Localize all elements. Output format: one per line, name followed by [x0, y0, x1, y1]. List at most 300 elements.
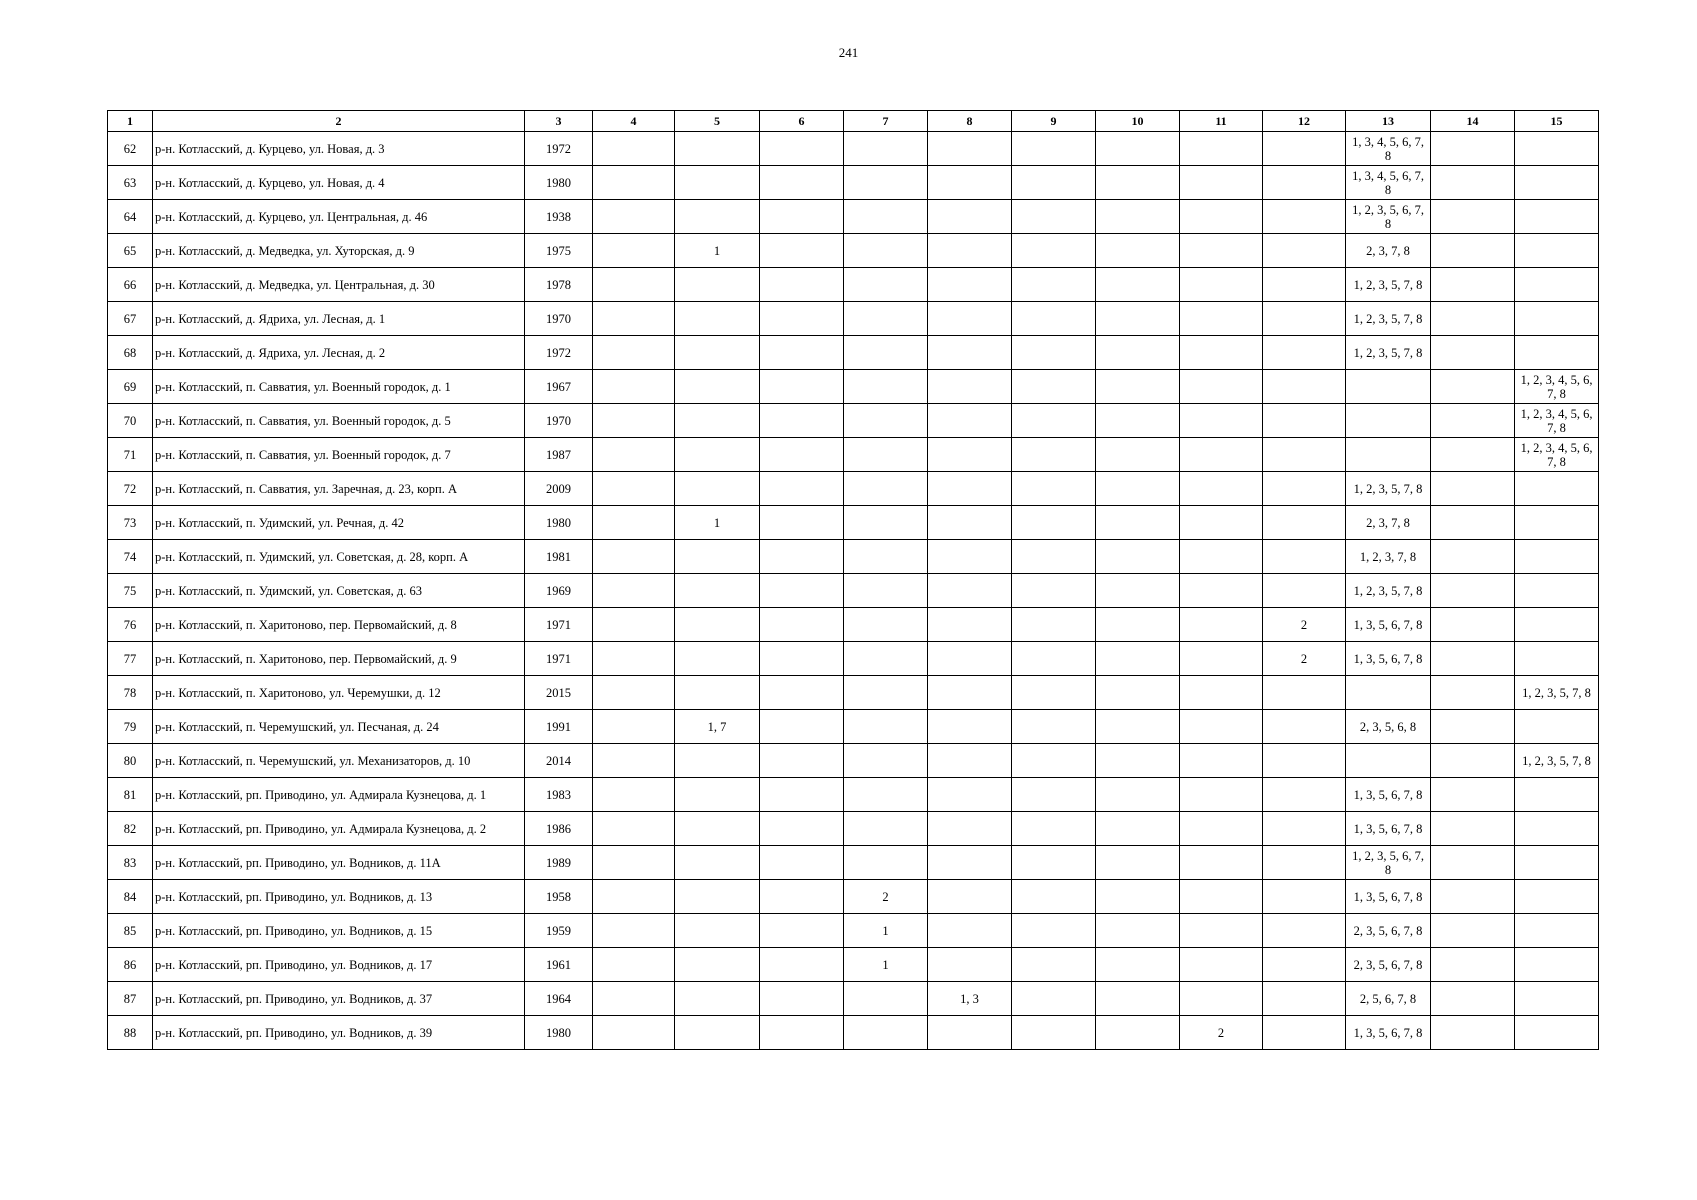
table-cell: [1096, 540, 1180, 574]
table-cell: [1263, 234, 1346, 268]
table-cell: [593, 506, 675, 540]
column-header-12: 12: [1263, 111, 1346, 132]
table-row: [108, 812, 1599, 846]
table-cell: [1431, 676, 1515, 710]
table-row: [108, 914, 1599, 948]
table-cell: [1012, 710, 1096, 744]
table-row: [108, 948, 1599, 982]
table-cell: [1180, 506, 1263, 540]
table-cell: [1096, 744, 1180, 778]
table-cell: [1096, 812, 1180, 846]
table-cell: 1, 3, 4, 5, 6, 7, 8: [1346, 132, 1431, 166]
column-header-10: 10: [1096, 111, 1180, 132]
table-cell: [844, 710, 928, 744]
table-cell: [760, 880, 844, 914]
table-cell: [928, 336, 1012, 370]
table-cell: [1346, 438, 1431, 472]
table-cell: [593, 166, 675, 200]
table-cell: [1012, 370, 1096, 404]
table-cell: 1, 2, 3, 5, 7, 8: [1515, 744, 1599, 778]
table-cell: [1096, 472, 1180, 506]
table-cell: [1180, 268, 1263, 302]
table-cell: [675, 982, 760, 1016]
table-row: [108, 676, 1599, 710]
table-cell: 1, 2, 3, 4, 5, 6, 7, 8: [1515, 370, 1599, 404]
table-cell: [844, 506, 928, 540]
table-cell: 1: [844, 948, 928, 982]
table-cell: 1, 2, 3, 5, 7, 8: [1515, 676, 1599, 710]
table-cell: 1, 3, 4, 5, 6, 7, 8: [1346, 166, 1431, 200]
table-row: [108, 574, 1599, 608]
table-cell: [675, 642, 760, 676]
table-cell: [1096, 914, 1180, 948]
address-cell: р-н. Котласский, п. Савватия, ул. Заречная, д. 23, корп. А: [153, 472, 525, 506]
table-cell: [1012, 472, 1096, 506]
table-cell: [1263, 438, 1346, 472]
table-cell: [1431, 234, 1515, 268]
year-cell: 1967: [525, 370, 593, 404]
table-cell: 1, 3, 5, 6, 7, 8: [1346, 642, 1431, 676]
table-cell: [1012, 812, 1096, 846]
table-cell: [1263, 132, 1346, 166]
table-cell: [1012, 302, 1096, 336]
table-cell: [760, 710, 844, 744]
table-cell: [1431, 438, 1515, 472]
year-cell: 1964: [525, 982, 593, 1016]
table-cell: [1180, 778, 1263, 812]
table-cell: [675, 1016, 760, 1050]
table-cell: [760, 472, 844, 506]
table-cell: 2: [1263, 608, 1346, 642]
table-cell: [844, 676, 928, 710]
table-cell: [844, 846, 928, 880]
table-cell: [1431, 642, 1515, 676]
table-cell: [844, 166, 928, 200]
address-cell: р-н. Котласский, рп. Приводино, ул. Водников, д. 15: [153, 914, 525, 948]
table-cell: [1431, 880, 1515, 914]
table-row: [108, 132, 1599, 166]
table-cell: [1096, 574, 1180, 608]
table-cell: [928, 234, 1012, 268]
table-cell: [1180, 438, 1263, 472]
table-cell: [675, 880, 760, 914]
row-number-cell: 83: [108, 846, 153, 880]
table-cell: [1431, 778, 1515, 812]
table-cell: [1180, 200, 1263, 234]
table-cell: [1515, 506, 1599, 540]
table-cell: [1180, 642, 1263, 676]
table-cell: 1, 3, 5, 6, 7, 8: [1346, 778, 1431, 812]
year-cell: 1978: [525, 268, 593, 302]
address-cell: р-н. Котласский, д. Ядриха, ул. Лесная, д. 1: [153, 302, 525, 336]
year-cell: 1972: [525, 336, 593, 370]
table-row: [108, 880, 1599, 914]
table-cell: [1096, 200, 1180, 234]
table-cell: [1012, 574, 1096, 608]
table-cell: [760, 132, 844, 166]
row-number-cell: 69: [108, 370, 153, 404]
table-cell: [760, 166, 844, 200]
table-cell: [675, 540, 760, 574]
table-cell: 1, 3, 5, 6, 7, 8: [1346, 880, 1431, 914]
year-cell: 2014: [525, 744, 593, 778]
table-cell: [1515, 812, 1599, 846]
table-cell: [675, 608, 760, 642]
address-cell: р-н. Котласский, д. Курцево, ул. Новая, д. 3: [153, 132, 525, 166]
table-cell: 1, 2, 3, 4, 5, 6, 7, 8: [1515, 438, 1599, 472]
table-cell: [1515, 268, 1599, 302]
table-cell: [1515, 948, 1599, 982]
table-cell: [1096, 336, 1180, 370]
table-cell: [593, 982, 675, 1016]
table-cell: [928, 880, 1012, 914]
table-cell: [1431, 710, 1515, 744]
table-cell: [675, 268, 760, 302]
table-cell: [1263, 268, 1346, 302]
table-row: [108, 744, 1599, 778]
year-cell: 1980: [525, 166, 593, 200]
table-cell: [1180, 744, 1263, 778]
table-cell: 1, 2, 3, 5, 7, 8: [1346, 336, 1431, 370]
table-cell: [760, 642, 844, 676]
table-cell: [844, 1016, 928, 1050]
table-cell: [1012, 1016, 1096, 1050]
column-header-9: 9: [1012, 111, 1096, 132]
table-cell: [928, 846, 1012, 880]
table-row: [108, 166, 1599, 200]
table-cell: 1: [844, 914, 928, 948]
table-cell: [1180, 540, 1263, 574]
table-cell: [1180, 982, 1263, 1016]
table-cell: [1431, 132, 1515, 166]
table-cell: [1515, 200, 1599, 234]
table-cell: [593, 370, 675, 404]
table-cell: [593, 234, 675, 268]
table-cell: [928, 710, 1012, 744]
table-cell: [675, 200, 760, 234]
row-number-cell: 75: [108, 574, 153, 608]
table-cell: 1: [675, 234, 760, 268]
table-cell: [1012, 438, 1096, 472]
table-cell: [1012, 166, 1096, 200]
table-cell: [760, 914, 844, 948]
address-cell: р-н. Котласский, п. Удимский, ул. Советская, д. 63: [153, 574, 525, 608]
table-cell: 1, 3: [928, 982, 1012, 1016]
table-cell: [844, 200, 928, 234]
address-cell: р-н. Котласский, рп. Приводино, ул. Водников, д. 39: [153, 1016, 525, 1050]
table-cell: [593, 778, 675, 812]
table-cell: [593, 472, 675, 506]
table-cell: [675, 166, 760, 200]
table-cell: [593, 948, 675, 982]
table-row: [108, 370, 1599, 404]
column-header-5: 5: [675, 111, 760, 132]
table-cell: [675, 438, 760, 472]
table-cell: [1346, 404, 1431, 438]
row-number-cell: 78: [108, 676, 153, 710]
table-cell: [928, 166, 1012, 200]
table-cell: [844, 982, 928, 1016]
year-cell: 1938: [525, 200, 593, 234]
table-cell: [593, 268, 675, 302]
table-cell: [760, 846, 844, 880]
table-cell: [1431, 1016, 1515, 1050]
table-cell: [844, 438, 928, 472]
table-cell: [1012, 846, 1096, 880]
table-cell: [593, 846, 675, 880]
row-number-cell: 67: [108, 302, 153, 336]
table-cell: [760, 574, 844, 608]
table-cell: [593, 676, 675, 710]
table-cell: [1515, 982, 1599, 1016]
table-cell: [1263, 166, 1346, 200]
table-row: [108, 336, 1599, 370]
row-number-cell: 71: [108, 438, 153, 472]
table-cell: [1012, 642, 1096, 676]
year-cell: 1961: [525, 948, 593, 982]
table-cell: [1012, 744, 1096, 778]
table-cell: [1431, 268, 1515, 302]
table-cell: [1431, 472, 1515, 506]
table-cell: [1012, 200, 1096, 234]
table-cell: [1263, 778, 1346, 812]
table-cell: [1515, 778, 1599, 812]
table-cell: [1096, 268, 1180, 302]
table-row: [108, 1016, 1599, 1050]
table-cell: 1, 2, 3, 4, 5, 6, 7, 8: [1515, 404, 1599, 438]
table-cell: [928, 642, 1012, 676]
address-cell: р-н. Котласский, д. Медведка, ул. Хуторская, д. 9: [153, 234, 525, 268]
table-cell: [928, 948, 1012, 982]
year-cell: 1971: [525, 642, 593, 676]
table-cell: [844, 302, 928, 336]
table-cell: [928, 200, 1012, 234]
table-cell: [593, 812, 675, 846]
table-row: [108, 404, 1599, 438]
table-cell: 2, 3, 7, 8: [1346, 506, 1431, 540]
table-cell: [1012, 880, 1096, 914]
table-cell: [1431, 336, 1515, 370]
table-cell: [1012, 914, 1096, 948]
year-cell: 1970: [525, 302, 593, 336]
row-number-cell: 76: [108, 608, 153, 642]
page-number: 241: [838, 45, 859, 60]
table-cell: [1515, 336, 1599, 370]
table-cell: [1180, 880, 1263, 914]
table-cell: [1346, 676, 1431, 710]
table-cell: [675, 846, 760, 880]
table-cell: [1263, 574, 1346, 608]
table-cell: [1515, 234, 1599, 268]
table-cell: [844, 540, 928, 574]
address-cell: р-н. Котласский, п. Черемушский, ул. Механизаторов, д. 10: [153, 744, 525, 778]
table-cell: [1515, 710, 1599, 744]
table-cell: [593, 336, 675, 370]
table-cell: [1263, 540, 1346, 574]
table-cell: [928, 404, 1012, 438]
table-cell: [1515, 302, 1599, 336]
table-cell: [928, 778, 1012, 812]
table-cell: [1180, 336, 1263, 370]
table-cell: [928, 438, 1012, 472]
table-cell: 1, 2, 3, 5, 7, 8: [1346, 302, 1431, 336]
table-cell: [1515, 608, 1599, 642]
table-cell: [1012, 676, 1096, 710]
table-cell: [760, 506, 844, 540]
table-cell: 1, 2, 3, 5, 7, 8: [1346, 472, 1431, 506]
table-cell: [1096, 880, 1180, 914]
table-cell: [1263, 880, 1346, 914]
table-cell: [1515, 642, 1599, 676]
table-cell: [1180, 166, 1263, 200]
table-row: [108, 268, 1599, 302]
table-cell: [1515, 132, 1599, 166]
registry-table: [107, 110, 1599, 1050]
table-cell: [593, 404, 675, 438]
row-number-cell: 65: [108, 234, 153, 268]
table-cell: [1096, 506, 1180, 540]
table-cell: [593, 200, 675, 234]
year-cell: 1980: [525, 506, 593, 540]
table-cell: [844, 472, 928, 506]
table-cell: [1263, 506, 1346, 540]
table-cell: [1263, 914, 1346, 948]
table-cell: [928, 744, 1012, 778]
table-cell: [1431, 982, 1515, 1016]
table-cell: [1096, 438, 1180, 472]
address-cell: р-н. Котласский, п. Харитоново, пер. Первомайский, д. 8: [153, 608, 525, 642]
column-header-6: 6: [760, 111, 844, 132]
table-cell: [1431, 812, 1515, 846]
year-cell: 1980: [525, 1016, 593, 1050]
table-cell: [1431, 404, 1515, 438]
table-cell: [593, 438, 675, 472]
table-cell: [1431, 948, 1515, 982]
table-cell: [1012, 506, 1096, 540]
table-cell: [1012, 948, 1096, 982]
table-cell: [1180, 846, 1263, 880]
table-cell: [675, 302, 760, 336]
table-cell: [1431, 608, 1515, 642]
year-cell: 1969: [525, 574, 593, 608]
row-number-cell: 79: [108, 710, 153, 744]
table-row: [108, 438, 1599, 472]
year-cell: 1972: [525, 132, 593, 166]
table-cell: 1, 3, 5, 6, 7, 8: [1346, 608, 1431, 642]
address-cell: р-н. Котласский, п. Савватия, ул. Военный городок, д. 1: [153, 370, 525, 404]
table-cell: [844, 608, 928, 642]
table-cell: [760, 438, 844, 472]
table-cell: [593, 540, 675, 574]
table-cell: [1515, 880, 1599, 914]
table-cell: [675, 472, 760, 506]
address-cell: р-н. Котласский, д. Ядриха, ул. Лесная, д. 2: [153, 336, 525, 370]
table-cell: [1096, 608, 1180, 642]
table-cell: [1012, 132, 1096, 166]
table-cell: [1096, 1016, 1180, 1050]
table-cell: [1180, 710, 1263, 744]
table-cell: [1012, 234, 1096, 268]
table-cell: [1263, 710, 1346, 744]
address-cell: р-н. Котласский, рп. Приводино, ул. Водников, д. 17: [153, 948, 525, 982]
table-cell: [1012, 608, 1096, 642]
table-cell: [760, 608, 844, 642]
table-cell: [1431, 574, 1515, 608]
table-row: [108, 506, 1599, 540]
table-cell: [1096, 846, 1180, 880]
table-cell: [1263, 744, 1346, 778]
table-cell: [1096, 132, 1180, 166]
table-row: [108, 234, 1599, 268]
table-cell: [1431, 744, 1515, 778]
column-header-14: 14: [1431, 111, 1515, 132]
table-cell: [1515, 574, 1599, 608]
year-cell: 1986: [525, 812, 593, 846]
table-cell: [760, 268, 844, 302]
table-cell: [760, 540, 844, 574]
table-row: [108, 778, 1599, 812]
table-cell: [675, 676, 760, 710]
table-cell: [928, 472, 1012, 506]
table-cell: [675, 132, 760, 166]
table-cell: [1263, 370, 1346, 404]
year-cell: 1975: [525, 234, 593, 268]
table-cell: [844, 778, 928, 812]
table-cell: [593, 132, 675, 166]
address-cell: р-н. Котласский, п. Савватия, ул. Военный городок, д. 7: [153, 438, 525, 472]
table-cell: [1431, 506, 1515, 540]
table-cell: [760, 1016, 844, 1050]
column-header-1: 1: [108, 111, 153, 132]
table-cell: [1180, 948, 1263, 982]
row-number-cell: 80: [108, 744, 153, 778]
address-cell: р-н. Котласский, рп. Приводино, ул. Водников, д. 11А: [153, 846, 525, 880]
table-cell: [593, 1016, 675, 1050]
table-row: [108, 846, 1599, 880]
table-cell: [760, 676, 844, 710]
table-cell: [1263, 302, 1346, 336]
table-cell: [1012, 404, 1096, 438]
row-number-cell: 87: [108, 982, 153, 1016]
table-cell: [675, 778, 760, 812]
column-header-7: 7: [844, 111, 928, 132]
address-cell: р-н. Котласский, д. Курцево, ул. Новая, д. 4: [153, 166, 525, 200]
table-cell: [1263, 846, 1346, 880]
row-number-cell: 77: [108, 642, 153, 676]
row-number-cell: 82: [108, 812, 153, 846]
table-cell: [1012, 336, 1096, 370]
row-number-cell: 85: [108, 914, 153, 948]
table-cell: [675, 744, 760, 778]
table-cell: [760, 200, 844, 234]
table-cell: [593, 574, 675, 608]
table-cell: [1012, 778, 1096, 812]
address-cell: р-н. Котласский, рп. Приводино, ул. Адмирала Кузнецова, д. 2: [153, 812, 525, 846]
address-cell: р-н. Котласский, п. Харитоново, пер. Первомайский, д. 9: [153, 642, 525, 676]
table-row: [108, 302, 1599, 336]
row-number-cell: 81: [108, 778, 153, 812]
table-cell: [1180, 370, 1263, 404]
row-number-cell: 62: [108, 132, 153, 166]
table-cell: [675, 812, 760, 846]
table-cell: [760, 404, 844, 438]
table-cell: [593, 880, 675, 914]
table-cell: [844, 268, 928, 302]
row-number-cell: 63: [108, 166, 153, 200]
table-cell: [928, 268, 1012, 302]
table-cell: [593, 642, 675, 676]
row-number-cell: 86: [108, 948, 153, 982]
